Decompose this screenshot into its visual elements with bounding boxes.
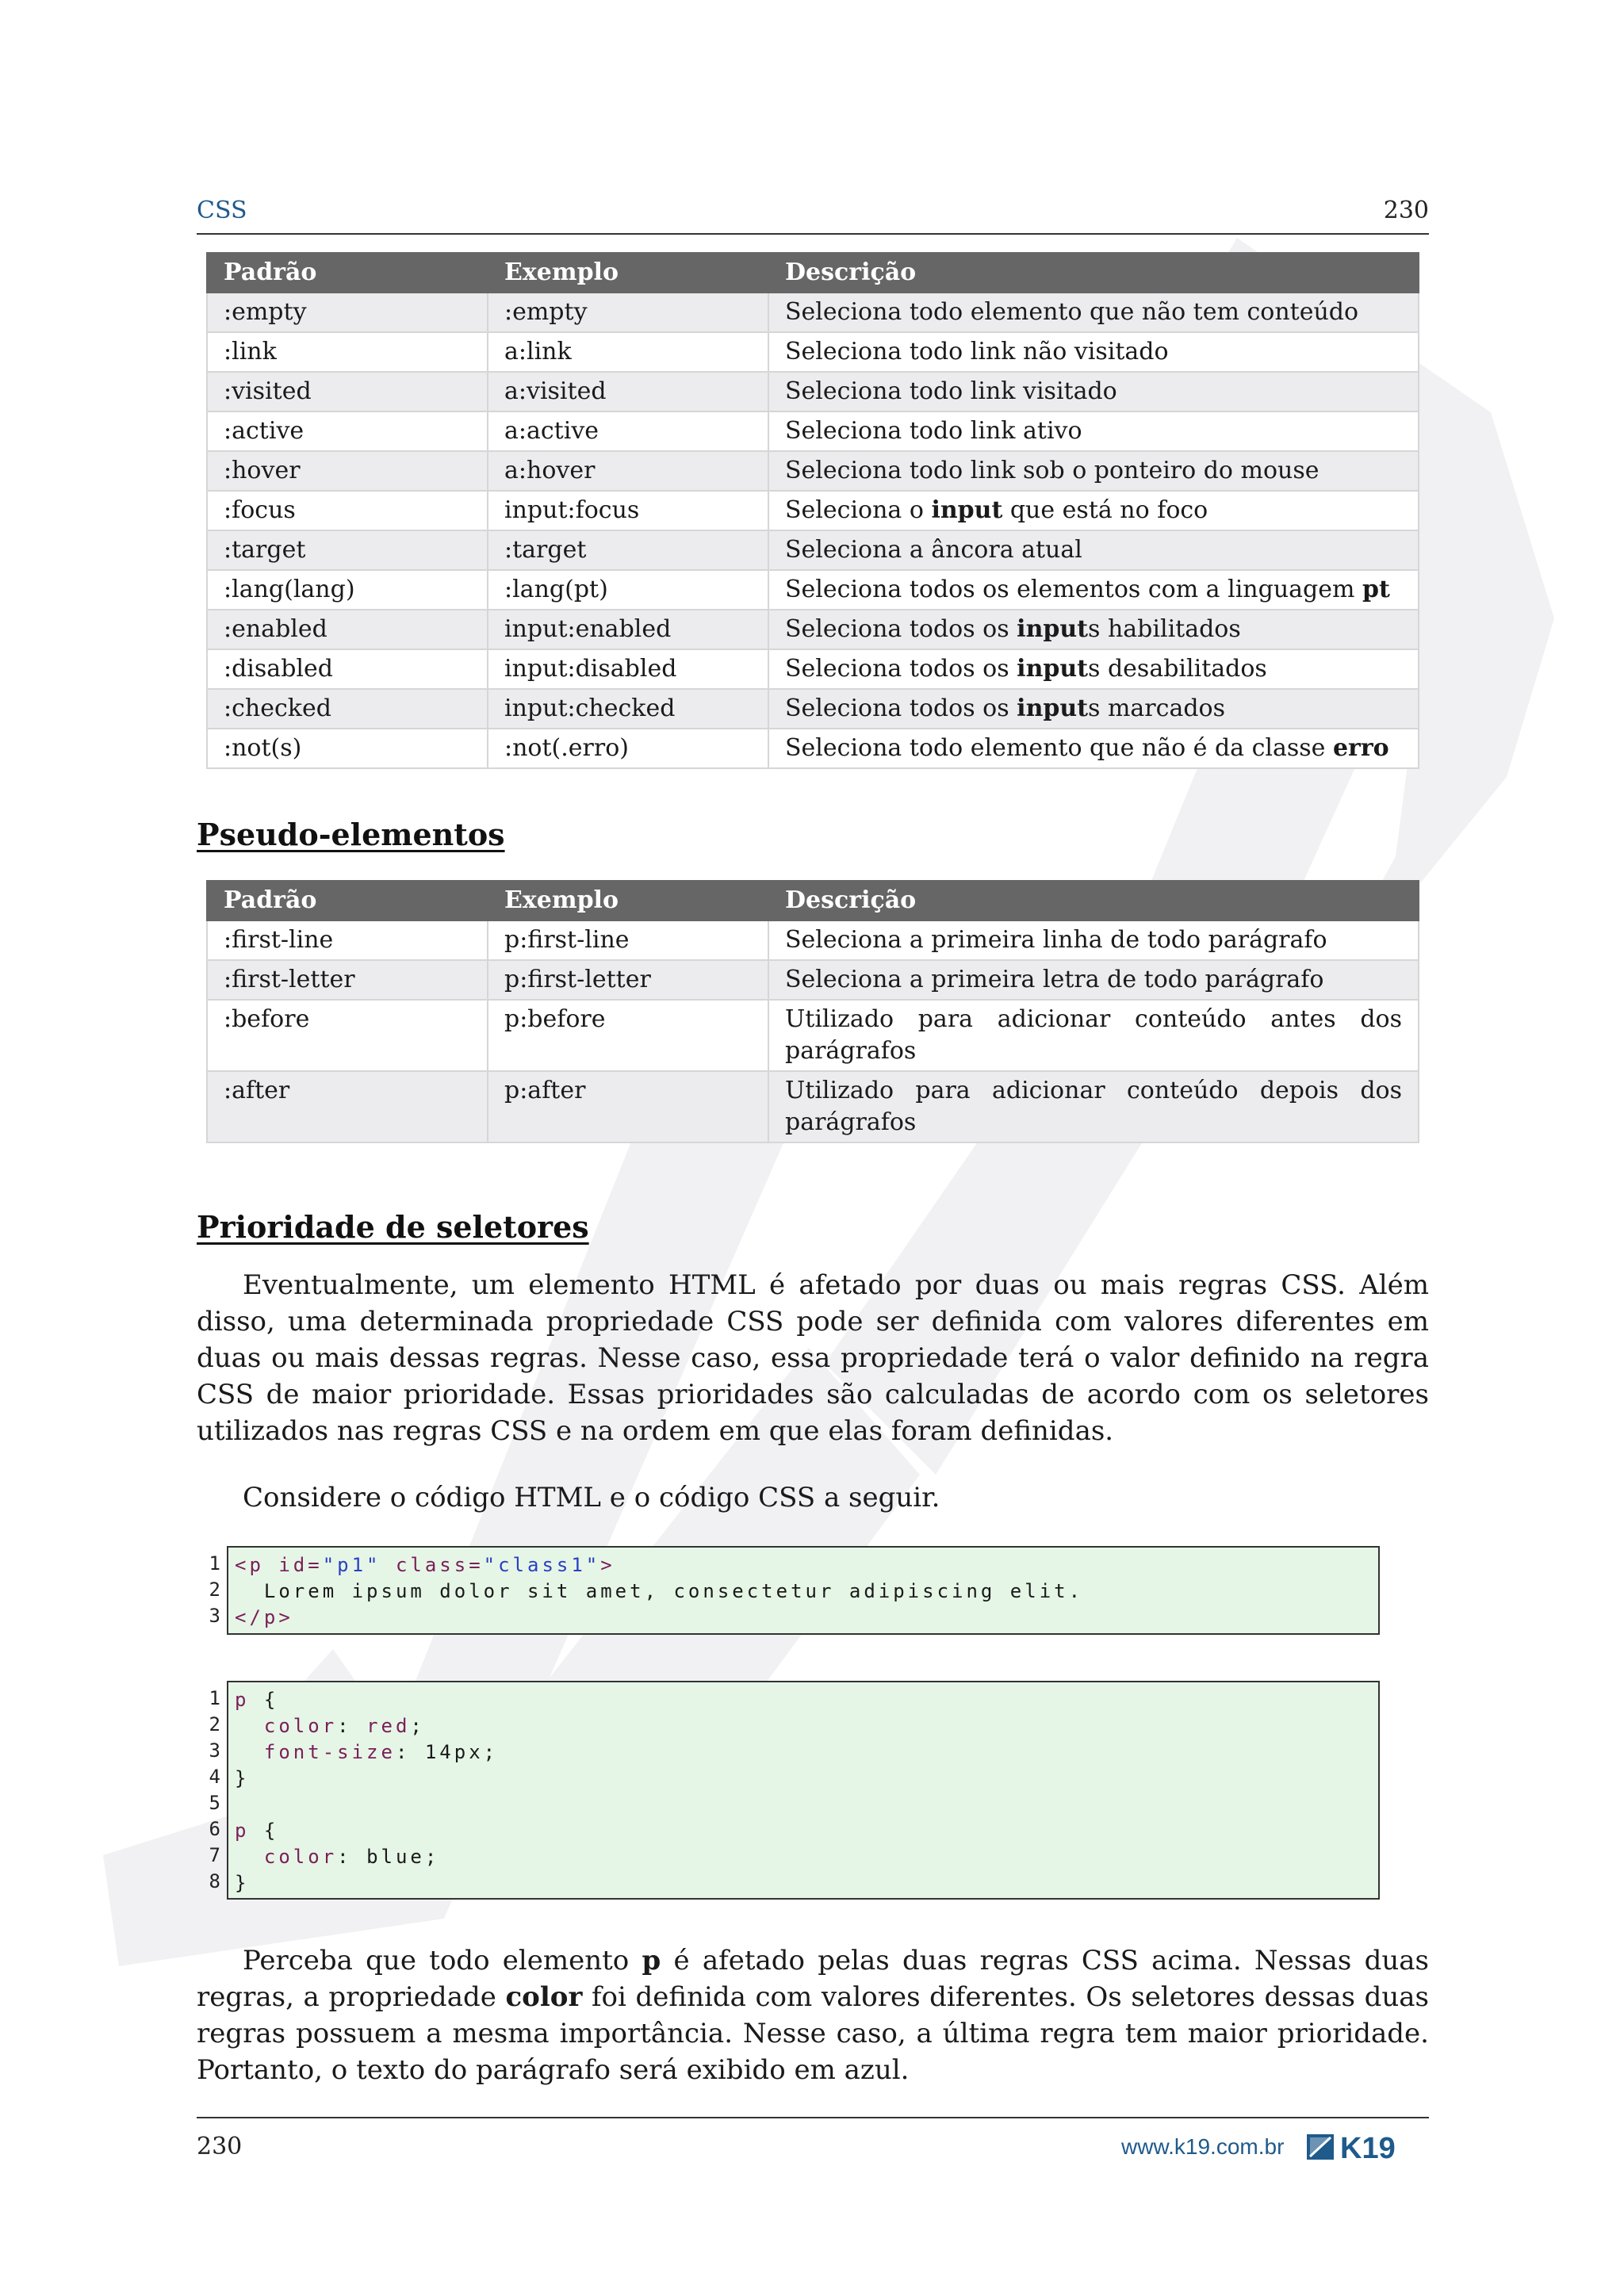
header-page-number: 230 [1383, 197, 1429, 224]
pattern-cell: :active [207, 411, 488, 451]
pattern-cell: :checked [207, 689, 488, 729]
logo-text: K19 [1340, 2132, 1396, 2163]
example-cell: a:active [488, 411, 768, 451]
example-cell: p:first-letter [488, 960, 768, 1000]
body-paragraph: Perceba que todo elemento p é afetado pelas duas regras CSS acima. Nessas duas regras, a propriedade color foi definida com valores diferentes. Os seletores dessas duas regras possuem a mesma importância. Nesse caso, a última regra tem maior prioridade. Portanto, o texto do parágrafo será exibido em azul. [197, 1945, 1429, 2086]
pattern-cell: :focus [207, 491, 488, 530]
pattern-cell: :hover [207, 451, 488, 491]
table-row [207, 411, 1419, 451]
table-row [207, 530, 1419, 570]
pseudo-elements-table [206, 880, 1419, 1143]
pattern-cell: :after [207, 1071, 488, 1142]
pattern-cell: :enabled [207, 610, 488, 649]
table-header-row [207, 881, 1419, 920]
description-cell: Seleciona todo link não visitado [768, 332, 1419, 372]
description-cell: Seleciona todo elemento que não tem conteúdo [768, 293, 1419, 332]
line-numbers: 1 2 3 4 5 6 7 8 [209, 1687, 220, 1892]
table-row [207, 1071, 1419, 1142]
k19-logo-icon [1305, 2131, 1429, 2163]
footer-divider [197, 2117, 1429, 2118]
description-cell: Utilizado para adicionar conteúdo antes dos parágrafos [768, 1000, 1419, 1071]
example-cell: input:enabled [488, 610, 768, 649]
table-row [207, 960, 1419, 1000]
pattern-cell: :not(s) [207, 729, 488, 768]
running-header [197, 197, 1429, 235]
table-row [207, 689, 1419, 729]
example-cell: a:hover [488, 451, 768, 491]
pattern-cell: :disabled [207, 649, 488, 689]
column-header: Exemplo [488, 253, 768, 293]
example-cell: :not(.erro) [488, 729, 768, 768]
table-row [207, 293, 1419, 332]
description-cell: Utilizado para adicionar conteúdo depois dos parágrafos [768, 1071, 1419, 1142]
pattern-cell: :first-letter [207, 960, 488, 1000]
description-cell: Seleciona todo link visitado [768, 372, 1419, 411]
example-cell: :empty [488, 293, 768, 332]
example-cell: p:after [488, 1071, 768, 1142]
footer-website-link[interactable]: www.k19.com.br [1121, 2134, 1285, 2159]
description-cell: Seleciona todos os inputs habilitados [768, 610, 1419, 649]
pattern-cell: :first-line [207, 920, 488, 960]
column-header: Descrição [768, 881, 1419, 920]
description-cell: Seleciona a primeira letra de todo parágrafo [768, 960, 1419, 1000]
column-header: Padrão [207, 881, 488, 920]
example-cell: input:focus [488, 491, 768, 530]
pattern-cell: :visited [207, 372, 488, 411]
example-cell: p:before [488, 1000, 768, 1071]
css-code-listing [197, 1681, 1380, 1900]
html-code-listing [197, 1546, 1380, 1635]
pattern-cell: :before [207, 1000, 488, 1071]
body-paragraph: Considere o código HTML e o código CSS a seguir. [243, 1482, 940, 1513]
description-cell: Seleciona a primeira linha de todo parágrafo [768, 920, 1419, 960]
pseudo-classes-table [206, 252, 1419, 769]
code-block: <p id="p1" class="class1"> Lorem ipsum dolor sit amet, consectetur adipiscing elit. </p> [227, 1546, 1380, 1635]
description-cell: Seleciona todo link ativo [768, 411, 1419, 451]
example-cell: :target [488, 530, 768, 570]
table-row [207, 372, 1419, 411]
table-row [207, 649, 1419, 689]
description-cell: Seleciona o input que está no foco [768, 491, 1419, 530]
example-cell: :lang(pt) [488, 570, 768, 610]
table-row [207, 729, 1419, 768]
column-header: Padrão [207, 253, 488, 293]
example-cell: a:visited [488, 372, 768, 411]
description-cell: Seleciona todos os inputs desabilitados [768, 649, 1419, 689]
table-row [207, 1000, 1419, 1071]
example-cell: a:link [488, 332, 768, 372]
example-cell: input:checked [488, 689, 768, 729]
table-row [207, 451, 1419, 491]
table-row [207, 610, 1419, 649]
description-cell: Seleciona todos os inputs marcados [768, 689, 1419, 729]
description-cell: Seleciona todo elemento que não é da classe erro [768, 729, 1419, 768]
table-row [207, 570, 1419, 610]
section-heading-pseudo-elements: Pseudo-elementos [197, 817, 505, 852]
description-cell: Seleciona todo link sob o ponteiro do mouse [768, 451, 1419, 491]
description-cell: Seleciona todos os elementos com a linguagem pt [768, 570, 1419, 610]
table-header-row [207, 253, 1419, 293]
table-row [207, 332, 1419, 372]
section-heading-selector-priority: Prioridade de seletores [197, 1209, 589, 1245]
column-header: Descrição [768, 253, 1419, 293]
description-cell: Seleciona a âncora atual [768, 530, 1419, 570]
chapter-title: CSS [197, 197, 247, 224]
code-block: p { color: red; font-size: 14px; } p { color: blue; } [227, 1681, 1380, 1900]
body-paragraph: Eventualmente, um elemento HTML é afetado por duas ou mais regras CSS. Além disso, uma determinada propriedade CSS pode ser definida com valores diferentes em duas ou mais dessas regras. Nesse caso, essa propriedade terá o valor definido na regra CSS de maior prioridade. Essas prioridades são calculadas de acordo com os seletores utilizados nas regras CSS e na ordem em que elas foram definidas. [197, 1269, 1429, 1447]
pattern-cell: :link [207, 332, 488, 372]
column-header: Exemplo [488, 881, 768, 920]
pattern-cell: :target [207, 530, 488, 570]
pattern-cell: :lang(lang) [207, 570, 488, 610]
footer-page-number: 230 [197, 2133, 243, 2160]
table-row [207, 491, 1419, 530]
example-cell: p:first-line [488, 920, 768, 960]
pattern-cell: :empty [207, 293, 488, 332]
line-numbers: 1 2 3 [209, 1552, 220, 1627]
example-cell: input:disabled [488, 649, 768, 689]
table-row [207, 920, 1419, 960]
